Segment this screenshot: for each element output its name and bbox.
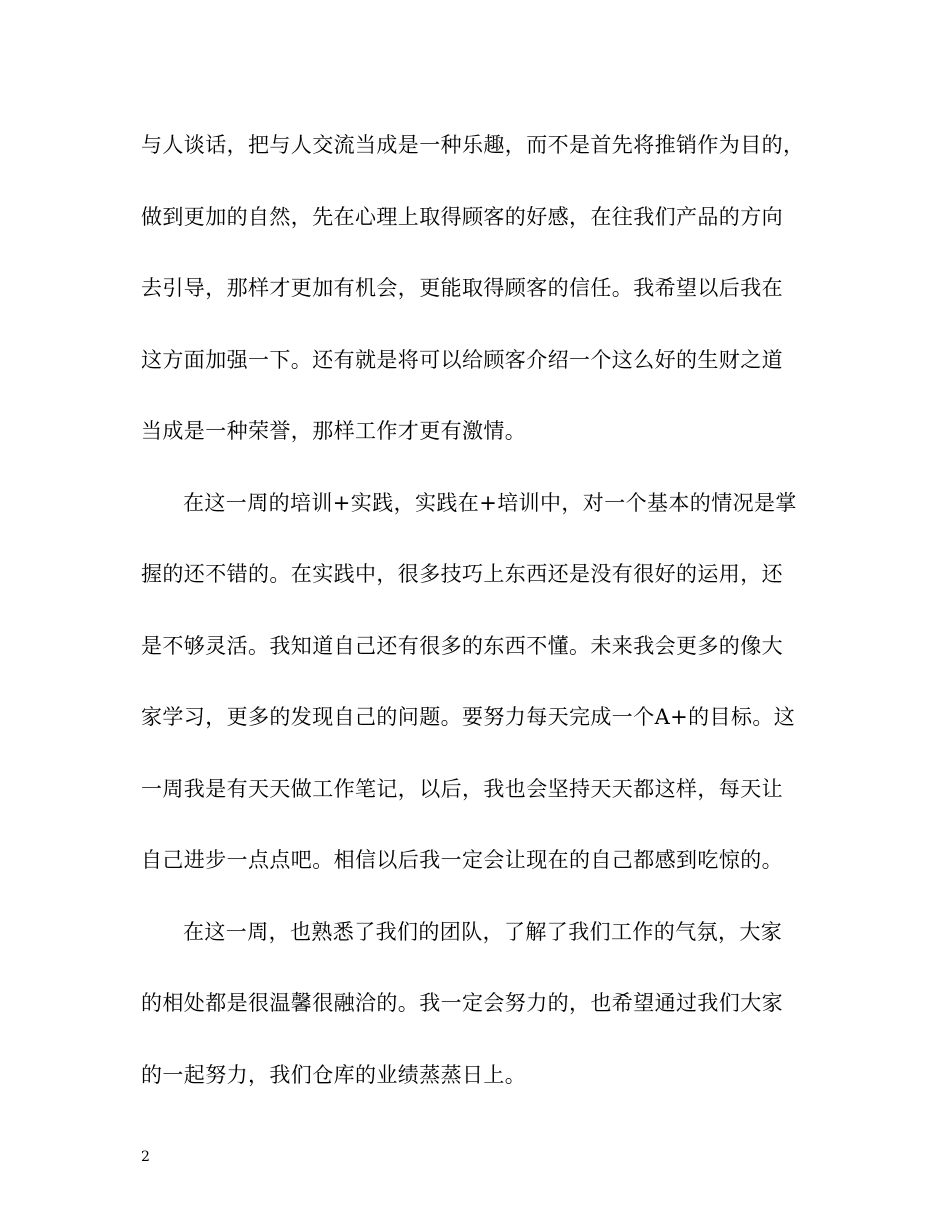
text-line: 家学习，更多的发现自己的问题。要努力每天完成一个A+的目标。这 xyxy=(141,705,796,729)
paragraph-start-line: 在这一周，也熟悉了我们的团队，了解了我们工作的气氛，大家 xyxy=(183,919,783,944)
text-line: 与人谈话，把与人交流当成是一种乐趣，而不是首先将推销作为目的， xyxy=(141,133,805,157)
document-body xyxy=(141,125,809,1126)
text-line: 握的还不错的。在实践中，很多技巧上东西还是没有很好的运用，还 xyxy=(141,562,783,586)
paragraph-start-line: 在这一周的培训+实践，实践在+培训中，对一个基本的情况是掌 xyxy=(183,490,797,515)
text-line: 这方面加强一下。还有就是将可以给顾客介绍一个这么好的生财之道 xyxy=(141,347,783,372)
text-line: 去引导，那样才更加有机会，更能取得顾客的信任。我希望以后我在 xyxy=(141,276,783,300)
text-line: 当成是一种荣誉，那样工作才更有激情。 xyxy=(141,419,527,443)
text-line: 是不够灵活。我知道自己还有很多的东西不懂。未来我会更多的像大 xyxy=(141,633,783,658)
text-line: 自己进步一点点吧。相信以后我一定会让现在的自己都感到吃惊的。 xyxy=(141,848,783,872)
page-number: 2 xyxy=(141,1149,150,1165)
text-line: 的相处都是很温馨很融洽的。我一定会努力的，也希望通过我们大家 xyxy=(141,991,783,1015)
text-line: 做到更加的自然，先在心理上取得顾客的好感，在往我们产品的方向 xyxy=(141,204,783,229)
text-line: 一周我是有天天做工作笔记，以后，我也会坚持天天都这样，每天让 xyxy=(141,776,783,801)
text-line: 的一起努力，我们仓库的业绩蒸蒸日上。 xyxy=(141,1062,527,1087)
